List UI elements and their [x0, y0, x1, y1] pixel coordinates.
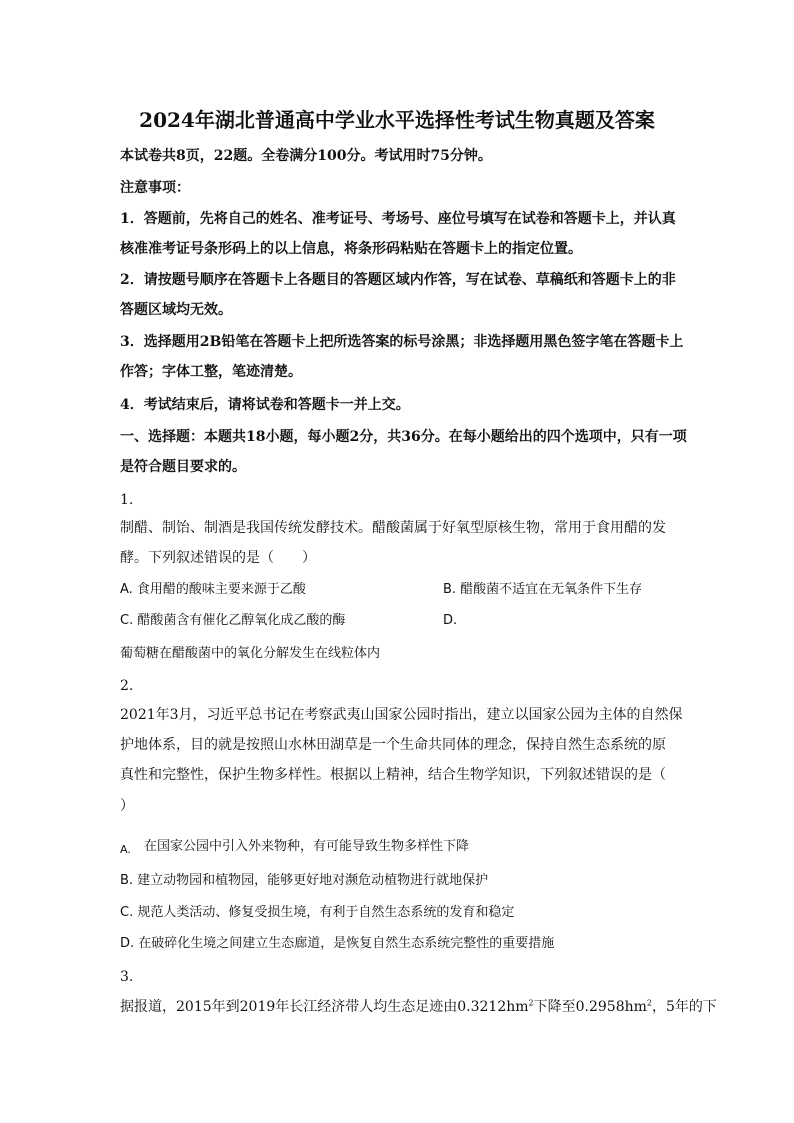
question-stem: ） [120, 798, 134, 814]
question-stem: 真性和完整性，保护生物多样性。根据以上精神，结合生物学知识，下列叙述错误的是（ [120, 767, 666, 783]
notice-line: 3．选择题用2B铅笔在答题卡上把所选答案的标号涂黑；非选择题用黑色签字笔在答题卡上 [120, 334, 684, 350]
notice-line: 答题区域均无效。 [120, 302, 232, 318]
notice-line: 核准准考证号条形码上的以上信息，将条形码粘贴在答题卡上的指定位置。 [120, 241, 582, 257]
option-d: D. 在破碎化生境之间建立生态廊道，是恢复自然生态系统完整性的重要措施 [120, 936, 555, 951]
option-a-text: 在国家公园中引入外来物种，有可能导致生物多样性下降 [144, 839, 470, 854]
question-stem: 2021年3月，习近平总书记在考察武夷山国家公园时指出，建立以国家公园为主体的自然保 [120, 707, 683, 723]
notice-line: 4．考试结束后，请将试卷和答题卡一并上交。 [120, 397, 410, 413]
question-number: 1. [120, 492, 134, 508]
option-c: C. 醋酸菌含有催化乙醇氧化成乙酸的酶 [120, 613, 346, 628]
page-title: 2024年湖北普通高中学业水平选择性考试生物真题及答案 [139, 108, 655, 132]
option-a: A. 食用醋的酸味主要来源于乙酸 [120, 582, 306, 597]
question-number: 2. [120, 678, 134, 694]
option-d-text: 葡萄糖在醋酸菌中的氧化分解发生在线粒体内 [120, 646, 381, 661]
notice-line: 1．答题前，先将自己的姓名、准考证号、考场号、座位号填写在试卷和答题卡上，并认真 [120, 211, 676, 227]
notice-heading: 注意事项： [120, 180, 190, 196]
question-stem [120, 997, 717, 1017]
section-heading: 是符合题目要求的。 [120, 459, 246, 475]
option-c: C. 规范人类活动、修复受损生境，有利于自然生态系统的发育和稳定 [120, 905, 515, 920]
option-a-label: A. [120, 843, 131, 856]
option-b: B. 建立动物园和植物园，能够更好地对濒危动植物进行就地保护 [120, 873, 489, 888]
question-stem: 制醋、制饴、制酒是我国传统发酵技术。醋酸菌属于好氧型原核生物，常用于食用醋的发 [120, 520, 666, 536]
question-stem: 酵。下列叙述错误的是（ ） [120, 550, 316, 566]
stem-part: 下降至0.2958hm [533, 999, 647, 1015]
section-heading: 一、选择题：本题共18小题，每小题2分，共36分。在每小题给出的四个选项中，只有一项 [120, 429, 687, 445]
superscript: 2 [646, 998, 653, 1008]
exam-intro: 本试卷共8页，22题。全卷满分100分。考试用时75分钟。 [120, 148, 492, 164]
notice-line: 作答；字体工整，笔迹清楚。 [120, 364, 302, 380]
stem-part: ，5年的下 [652, 999, 717, 1015]
question-stem: 护地体系，目的就是按照山水林田湖草是一个生命共同体的理念，保持自然生态系统的原 [120, 737, 666, 753]
question-number: 3. [120, 969, 134, 985]
stem-part: 据报道，2015年到2019年长江经济带人均生态足迹由0.3212hm [120, 999, 529, 1015]
notice-line: 2．请按题号顺序在答题卡上各题目的答题区域内作答，写在试卷、草稿纸和答题卡上的非 [120, 272, 676, 288]
superscript: 2 [528, 998, 534, 1008]
option-d-label: D. [443, 613, 458, 628]
option-b: B. 醋酸菌不适宜在无氧条件下生存 [443, 582, 643, 597]
